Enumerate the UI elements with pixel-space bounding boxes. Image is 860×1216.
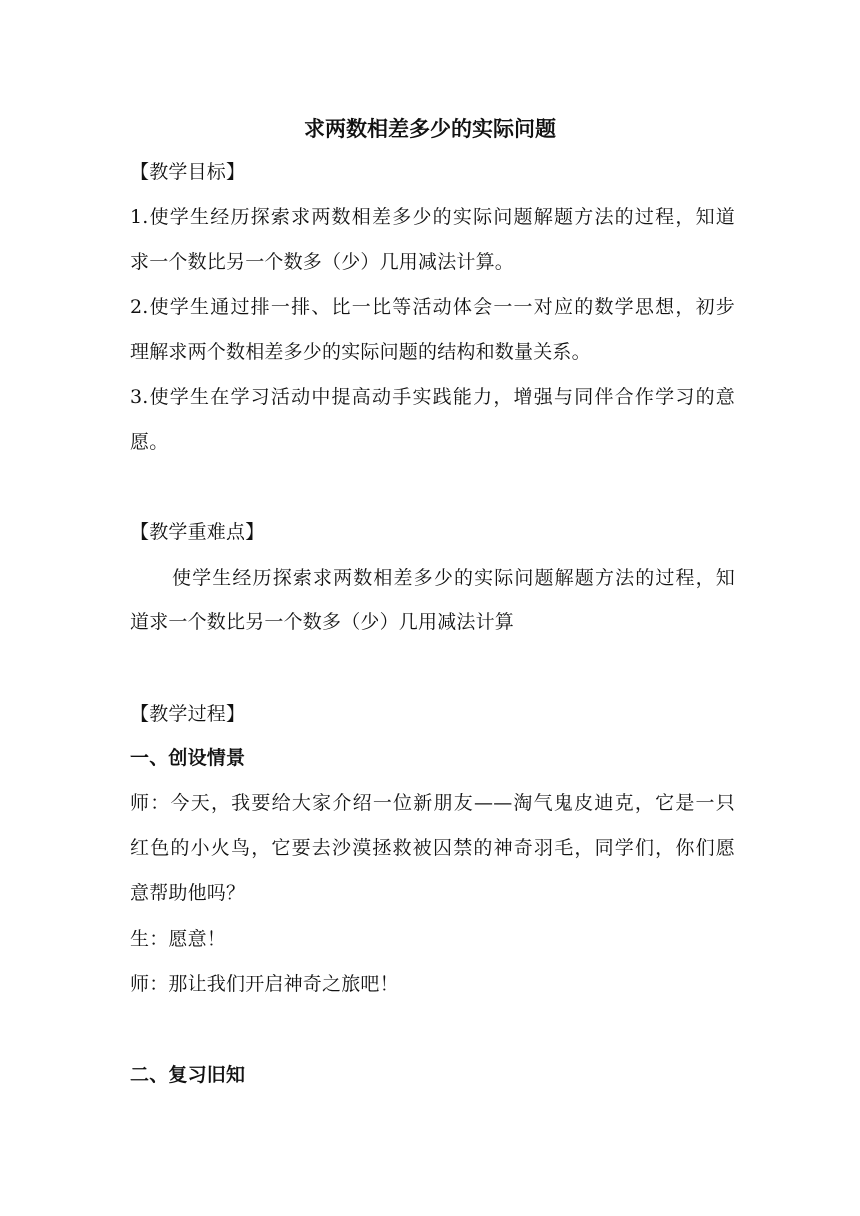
objective-3-line-2: 愿。 [130, 431, 169, 453]
objective-2-line-1: 2.使学生通过排一排、比一比等活动体会一一对应的数学思想，初步 [130, 296, 735, 318]
objective-2-line-2: 理解求两个数相差多少的实际问题的结构和数量关系。 [130, 341, 591, 363]
part1-heading: 一、创设情景 [130, 747, 246, 769]
teacher-line-1: 师：今天，我要给大家介绍一位新朋友——淘气鬼皮迪克，它是一只 [130, 792, 735, 814]
document-title: 求两数相差多少的实际问题 [304, 116, 556, 141]
objective-1-line-1: 1.使学生经历探索求两数相差多少的实际问题解题方法的过程，知道 [130, 206, 735, 228]
part2-heading: 二、复习旧知 [130, 1064, 246, 1086]
objective-3-line-1: 3.使学生在学习活动中提高动手实践能力，增强与同伴合作学习的意 [130, 386, 735, 408]
teacher-line-3: 意帮助他吗？ [130, 882, 246, 904]
teacher-line-4: 师：那让我们开启神奇之旅吧！ [130, 973, 399, 995]
objective-1-line-2: 求一个数比另一个数多（少）几用减法计算。 [130, 251, 515, 273]
key-points-heading: 【教学重难点】 [130, 521, 265, 543]
key-points-line-2: 道求一个数比另一个数多（少）几用减法计算 [130, 611, 515, 633]
process-heading: 【教学过程】 [130, 703, 246, 725]
teacher-line-2: 红色的小火鸟，它要去沙漠拯救被囚禁的神奇羽毛，同学们，你们愿 [130, 837, 735, 859]
objectives-heading: 【教学目标】 [130, 161, 246, 183]
student-reply: 生：愿意！ [130, 928, 227, 950]
key-points-line-1: 使学生经历探索求两数相差多少的实际问题解题方法的过程，知 [172, 567, 735, 589]
